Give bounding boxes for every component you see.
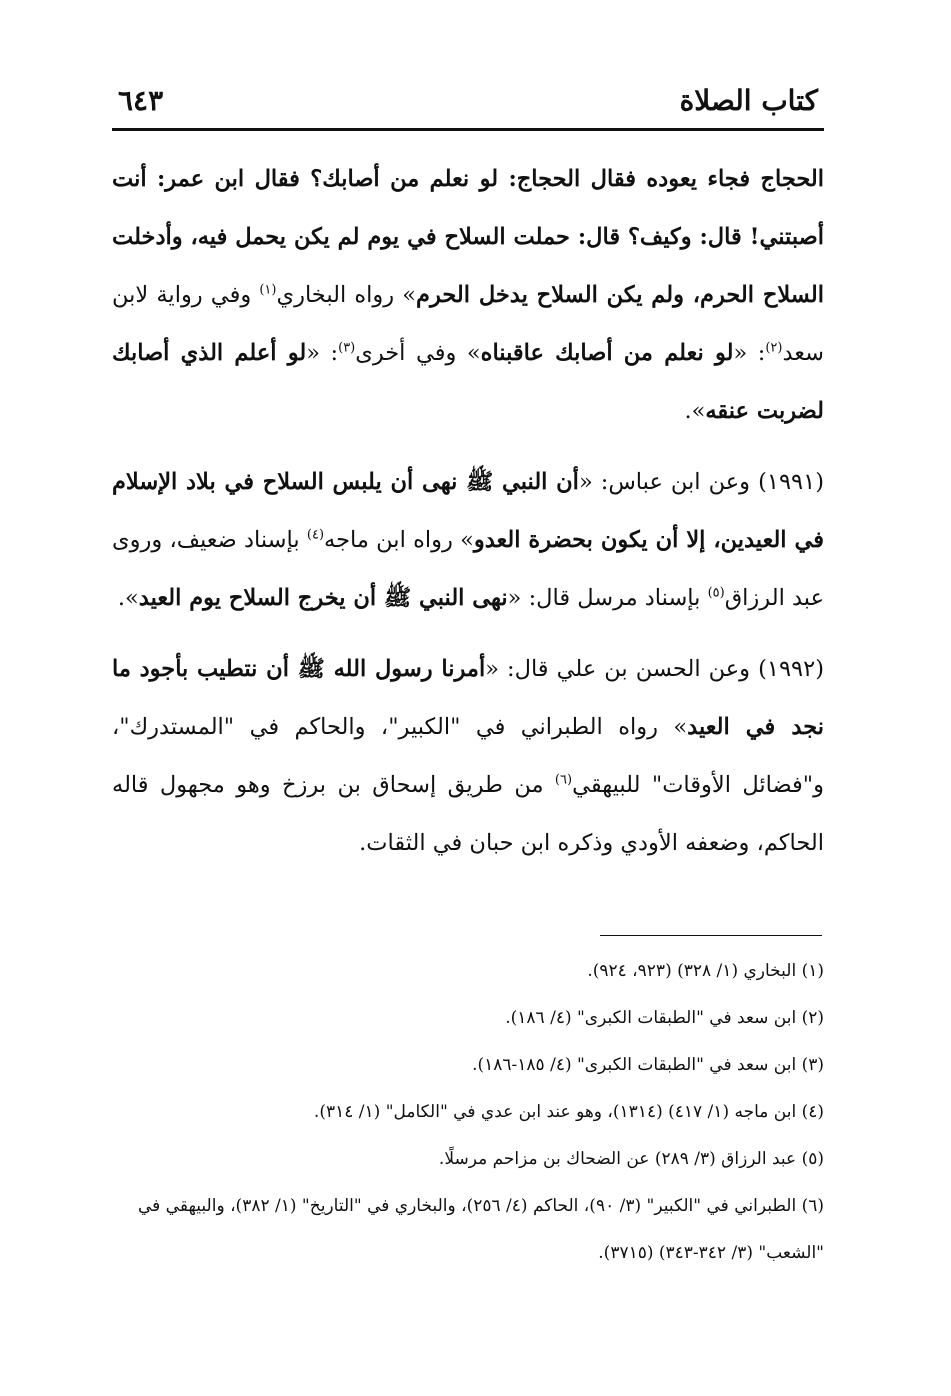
quoted-text: نهى النبي ﷺ أن يخرج السلاح يوم العيد [138,585,508,611]
running-header [112,80,824,131]
footnote: (٣) ابن سعد في "الطبقات الكبرى" (٤/ ١٨٥-١٨٦). [472,1055,824,1075]
quoted-text: أن النبي ﷺ نهى أن يلبس السلاح في بلاد الإسلام في العيدين، إلا أن يكون بحضرة العدو [112,469,824,553]
text-run: (١٩٩١) وعن ابن عباس: « [578,469,824,495]
footnote-ref: (٣) [338,340,356,356]
text-run: » رواه ابن ماجه [324,527,474,553]
main-text [112,150,824,885]
text-run: » رواه الطبراني في "الكبير"، والحاكم في "المستدرك"، و"فضائل الأوقات" للبيهقي [112,714,824,798]
text-run: ». [684,398,706,424]
text-run: (١٩٩٢) وعن الحسن بن علي قال: « [485,656,824,682]
text-run: بإسناد مرسل قال: « [507,585,708,611]
footnote-ref: (٢) [765,340,783,356]
footnote-ref: (٤) [306,527,325,543]
text-run: وفي رواية لابن سعد [112,282,824,366]
quoted-text: الحجاج فجاء يعوده فقال الحجاج: لو نعلم من أصابك؟ فقال ابن عمر: أنت أصبتني! قال: وكيف؟ قال: حملت السلاح في يوم لم يكن يحمل فيه، وأدخلت السلاح الحرم، ولم يكن السلاح يدخل الحرم [112,166,824,308]
quoted-text: أمرنا رسول الله ﷺ أن نتطيب بأجود ما نجد في العيد [112,656,824,740]
text-run: ». [117,585,139,611]
footnote-ref: (٦) [554,772,573,788]
footnote: (٢) ابن سعد في "الطبقات الكبرى" (٤/ ١٨٦). [505,1008,824,1028]
text-run: » وفي أخرى [355,340,481,366]
footnote: (٤) ابن ماجه (١/ ٤١٧) (١٣١٤)، وهو عند ابن عدي في "الكامل" (١/ ٣١٤). [313,1102,824,1122]
text-run: بإسناد ضعيف، وروى عبد الرزاق [112,527,824,611]
footnote: (٦) الطبراني في "الكبير" (٣/ ٩٠)، الحاكم (٤/ ٢٥٦)، والبخاري في "التاريخ" (١/ ٣٨٢)، والبيهقي في "الشعب" (٣/ ٣٤٢-٣٤٣) (٣٧١٥). [137,1196,824,1263]
paragraph [112,453,824,627]
text-run: : « [733,340,766,366]
footnote-ref: (١) [259,282,277,298]
quoted-text: لو أعلم الذي أصابك لضربت عنقه [112,340,824,424]
chapter-title: كتاب الصلاة [679,84,818,117]
text-run: من طريق إسحاق بن برزخ وهو مجهول قاله الحاكم، وضعفه الأودي وذكره ابن حبان في الثقات. [112,772,824,856]
footnote-ref: (٥) [707,585,725,601]
footnotes [112,948,824,1277]
quoted-text: لو نعلم من أصابك عاقبناه [480,340,734,366]
paragraph [112,150,824,440]
paragraph [112,640,824,872]
footnote: (١) البخاري (١/ ٣٢٨) (٩٢٣، ٩٢٤). [587,961,824,981]
footnote-separator [600,935,822,936]
text-run: » رواه البخاري [276,282,417,308]
text-run: : « [306,340,339,366]
page-number: ٦٤٣ [118,84,164,117]
footnote: (٥) عبد الرزاق (٣/ ٢٨٩) عن الضحاك بن مزاحم مرسلًا. [438,1149,824,1169]
